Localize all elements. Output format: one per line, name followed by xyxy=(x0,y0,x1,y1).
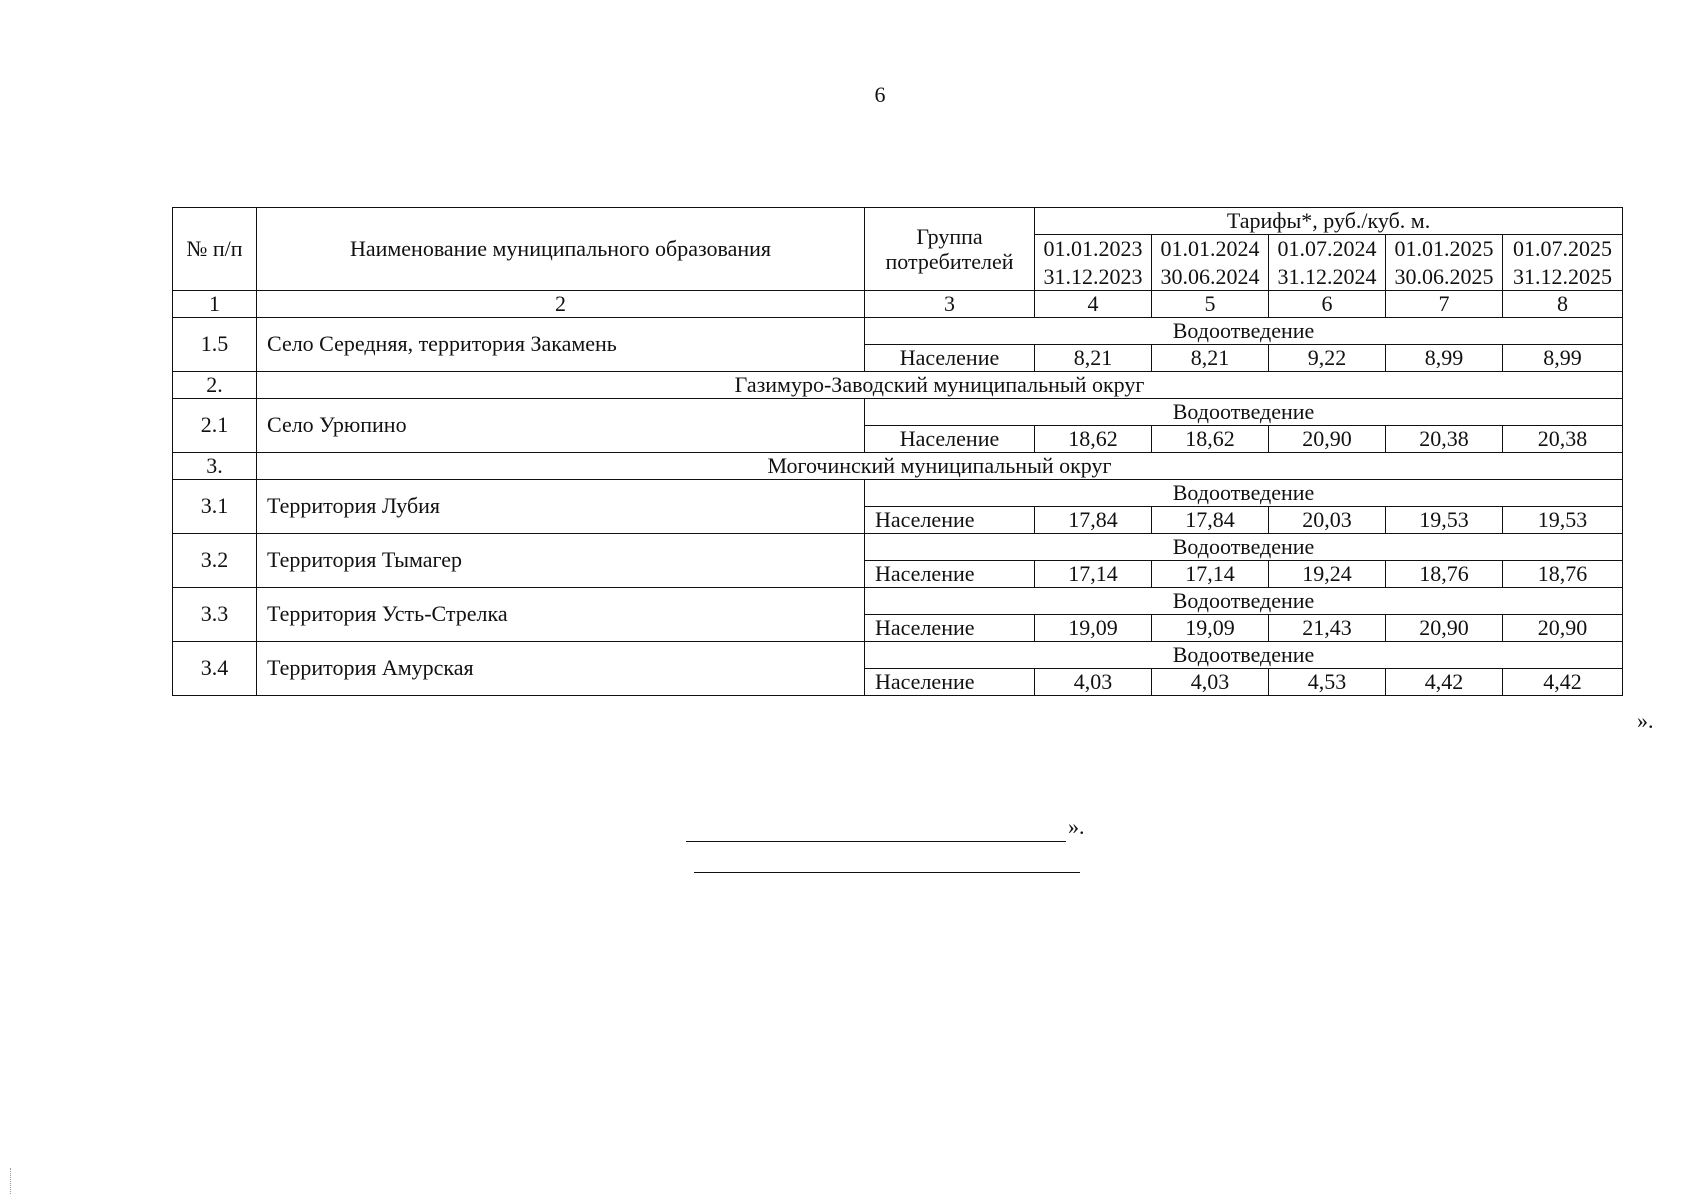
tariff-value: 19,24 xyxy=(1269,561,1386,588)
closing-quote-inline: ». xyxy=(1637,708,1654,733)
tariff-value: 20,90 xyxy=(1269,426,1386,453)
table-row xyxy=(173,399,1623,426)
closing-underline xyxy=(686,841,1066,842)
period-from: 01.07.2024 xyxy=(1277,236,1377,261)
municipality-name: Территория Усть-Стрелка xyxy=(257,588,865,642)
header-period-5 xyxy=(1503,235,1623,291)
header-row xyxy=(173,208,1623,235)
page-number: 6 xyxy=(874,82,886,107)
header-period-3 xyxy=(1269,235,1386,291)
column-number: 6 xyxy=(1269,291,1386,318)
column-numbers-row xyxy=(173,291,1623,318)
period-to: 31.12.2024 xyxy=(1277,263,1377,289)
tariff-value: 18,62 xyxy=(1035,426,1152,453)
service-name: Водоотведение xyxy=(865,480,1623,507)
period-to: 31.12.2023 xyxy=(1043,263,1143,289)
period-from: 01.07.2025 xyxy=(1513,236,1613,261)
consumer-group: Население xyxy=(865,345,1035,372)
tariff-value: 4,53 xyxy=(1269,669,1386,696)
service-name: Водоотведение xyxy=(865,534,1623,561)
column-number: 4 xyxy=(1035,291,1152,318)
tariff-value: 19,09 xyxy=(1035,615,1152,642)
table-row xyxy=(173,480,1623,507)
municipality-name: Село Середняя, территория Закамень xyxy=(257,318,865,372)
tariff-value: 17,84 xyxy=(1035,507,1152,534)
service-name: Водоотведение xyxy=(865,588,1623,615)
period-to: 31.12.2025 xyxy=(1513,263,1613,289)
closing-mark-text: ». xyxy=(1068,814,1085,839)
column-number: 1 xyxy=(173,291,257,318)
tariff-value: 20,90 xyxy=(1386,615,1503,642)
period-from: 01.01.2025 xyxy=(1394,236,1494,261)
closing-mark xyxy=(686,814,1085,844)
period-to: 30.06.2025 xyxy=(1394,263,1494,289)
consumer-group: Население xyxy=(865,615,1035,642)
consumer-group: Население xyxy=(865,426,1035,453)
tariff-value: 4,42 xyxy=(1386,669,1503,696)
header-period-2 xyxy=(1152,235,1269,291)
tariff-value: 18,76 xyxy=(1503,561,1623,588)
table-row xyxy=(173,318,1623,345)
municipality-name: Территория Лубия xyxy=(257,480,865,534)
row-number: 2.1 xyxy=(173,399,257,453)
column-number: 7 xyxy=(1386,291,1503,318)
service-name: Водоотведение xyxy=(865,399,1623,426)
separator-line xyxy=(694,872,1080,873)
tariff-value: 19,53 xyxy=(1503,507,1623,534)
tariff-value: 8,21 xyxy=(1035,345,1152,372)
row-number: 3.2 xyxy=(173,534,257,588)
period-to: 30.06.2024 xyxy=(1160,263,1260,289)
consumer-group: Население xyxy=(865,561,1035,588)
tariff-value: 4,03 xyxy=(1152,669,1269,696)
tariff-value: 21,43 xyxy=(1269,615,1386,642)
row-number: 3.3 xyxy=(173,588,257,642)
tariff-value: 20,38 xyxy=(1503,426,1623,453)
tariff-value: 20,90 xyxy=(1503,615,1623,642)
tariff-value: 18,76 xyxy=(1386,561,1503,588)
district-name: Могочинский муниципальный округ xyxy=(257,453,1623,480)
tariff-value: 17,84 xyxy=(1152,507,1269,534)
tariff-value: 17,14 xyxy=(1035,561,1152,588)
scan-edge-mark xyxy=(10,1168,11,1194)
district-name: Газимуро-Заводский муниципальный округ xyxy=(257,372,1623,399)
tariff-value: 19,53 xyxy=(1386,507,1503,534)
row-number: 3.1 xyxy=(173,480,257,534)
header-num: № п/п xyxy=(173,208,257,291)
column-number: 8 xyxy=(1503,291,1623,318)
tariff-value: 4,03 xyxy=(1035,669,1152,696)
tariff-value: 8,99 xyxy=(1386,345,1503,372)
tariff-table xyxy=(172,207,1623,696)
header-period-1 xyxy=(1035,235,1152,291)
column-number: 2 xyxy=(257,291,865,318)
municipality-name: Территория Тымагер xyxy=(257,534,865,588)
tariff-value: 9,22 xyxy=(1269,345,1386,372)
table-row xyxy=(173,642,1623,669)
table-row xyxy=(173,588,1623,615)
district-row xyxy=(173,453,1623,480)
consumer-group: Население xyxy=(865,507,1035,534)
column-number: 3 xyxy=(865,291,1035,318)
header-group: Группа потребителей xyxy=(865,208,1035,291)
period-from: 01.01.2024 xyxy=(1160,236,1260,261)
row-number: 1.5 xyxy=(173,318,257,372)
header-tariffs-title: Тарифы*, руб./куб. м. xyxy=(1035,208,1623,235)
tariff-value: 17,14 xyxy=(1152,561,1269,588)
municipality-name: Территория Амурская xyxy=(257,642,865,696)
header-period-4 xyxy=(1386,235,1503,291)
service-name: Водоотведение xyxy=(865,642,1623,669)
municipality-name: Село Урюпино xyxy=(257,399,865,453)
tariff-value: 4,42 xyxy=(1503,669,1623,696)
consumer-group: Население xyxy=(865,669,1035,696)
service-name: Водоотведение xyxy=(865,318,1623,345)
row-number: 3.4 xyxy=(173,642,257,696)
table-row xyxy=(173,534,1623,561)
tariff-value: 18,62 xyxy=(1152,426,1269,453)
district-row xyxy=(173,372,1623,399)
tariff-value: 8,99 xyxy=(1503,345,1623,372)
tariff-value: 8,21 xyxy=(1152,345,1269,372)
tariff-value: 20,38 xyxy=(1386,426,1503,453)
row-number: 2. xyxy=(173,372,257,399)
tariff-value: 19,09 xyxy=(1152,615,1269,642)
header-name: Наименование муниципального образования xyxy=(257,208,865,291)
row-number: 3. xyxy=(173,453,257,480)
period-from: 01.01.2023 xyxy=(1043,236,1143,261)
column-number: 5 xyxy=(1152,291,1269,318)
tariff-value: 20,03 xyxy=(1269,507,1386,534)
